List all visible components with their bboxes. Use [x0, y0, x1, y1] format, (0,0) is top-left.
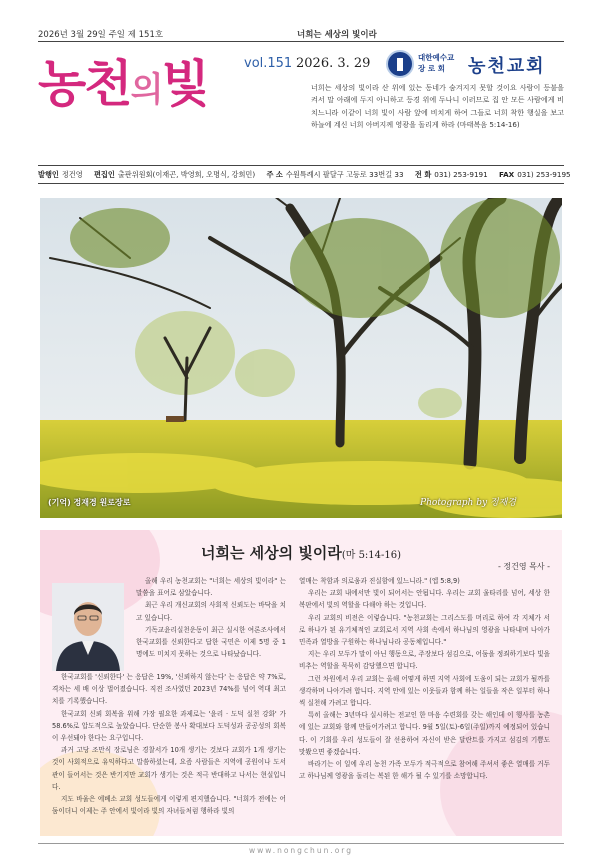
- paragraph: 최근 우리 개신교회의 사회적 신뢰도는 바닥을 치고 있습니다.: [136, 601, 286, 622]
- church-logo-icon: [386, 50, 414, 78]
- photo-caption: (기억) 정재경 원로장로: [48, 498, 131, 507]
- title-part-a: 농천: [38, 54, 131, 113]
- paragraph: 지도 바울은 에베소 교회 성도들에게 이렇게 편지했습니다. "너희가 전에는 어둠이더니 이제는 주 안에서 빛이라 빛의 자녀들처럼 행하라 빛의: [52, 795, 286, 816]
- pastor-photo-illustration: [52, 583, 124, 671]
- publisher: 정건영: [61, 170, 83, 179]
- article-title: [40, 542, 562, 563]
- header-rule: [38, 41, 564, 42]
- cover-photo: [40, 198, 562, 518]
- paragraph: 열매는 착함과 의로움과 진실함에 있느니라." (엡 5:8,9): [299, 577, 460, 585]
- paragraph: 특히 올해는 3년마다 실시하는 전교인 한 마음 수련회를 갖는 해인데 이 행사를 농촌에 있는 교회와 함께 만들어가려고 합니다. 9월 5일(토)-6일(주일)까지 예정되어 있습니다. 이 기회를 우리 성도들이 잘 선용하여 자신이 받은 달란트를 가지고 섬김의 기쁨도 맛봤으면 좋겠습니다.: [299, 711, 550, 756]
- pastor-portrait: [52, 583, 124, 671]
- article-title-text: 너희는 세상의 빛이라: [200, 544, 342, 562]
- newsletter-title: [38, 54, 208, 120]
- issue-slogan: 너희는 세상의 빛이라: [293, 28, 381, 42]
- paragraph: 지는 우리 모두가 말이 아닌 행동으로, 주장보다 섬김으로, 어둠을 정죄하기보다 빛을 비추는 역할을 묵묵히 감당했으면 합니다.: [299, 650, 550, 671]
- publisher-label: 발행인: [38, 170, 59, 179]
- church-brand: [386, 50, 566, 80]
- address: 수원특례시 팔달구 고등로 33번길 33: [285, 170, 404, 179]
- article-reference: (마 5:14-16): [341, 550, 402, 561]
- paragraph: 과거 고당 조만식 장로님은 경찰서가 10개 생기는 것보다 교회가 1개 생기는 것이 사회적으로 유익하다고 말씀하셨는데, 요즘 사람들은 지역에 공원이나 도서관이 들어서는 것은 반기지만 교회가 생기는 것은 적극 반대하고 나서는 현실입니다.: [52, 746, 286, 791]
- paragraph: 우리는 교회 내에서만 빛이 되어서는 안됩니다. 우리는 교회 울타리를 넘어, 세상 한복판에서 빛의 역할을 다해야 하는 것입니다.: [299, 589, 550, 610]
- theme-verse: 너희는 세상의 빛이라 산 위에 있는 동네가 숨겨지지 못할 것이요 사람이 등불을 켜서 말 아래에 두지 아니하고 등경 위에 두나니 이러므로 집 안 모든 사람에게 비치느니라 이같이 너희 빛이 사람 앞에 비치게 하여 그들로 너희 착한 행실을 보고 하늘에 계신 너희 아버지께 영광을 돌리게 하라 (마태복음 5:14-16): [311, 83, 564, 130]
- address-label: 주 소: [266, 170, 283, 179]
- article-column-1-bottom: [52, 671, 286, 817]
- article-author: - 정건영 목사 -: [497, 562, 550, 571]
- article-column-2: [299, 575, 550, 782]
- volume-number: vol.151: [244, 56, 293, 71]
- denomination-label: 대한예수교 장 로 회: [418, 53, 455, 73]
- masthead-rule: [38, 165, 564, 166]
- paragraph: 한국교회를 '신뢰한다' 는 응답은 19%, '신뢰하지 않는다' 는 응답은 약 7%로, 격차는 세 배 이상 벌어졌습니다. 직전 조사였던 2023년 74%를 넘어 역대 최고치를 기록했습니다.: [52, 673, 286, 706]
- issue-date-number: 2026년 3월 29일 주일 제 151호: [38, 30, 164, 40]
- fax: 031) 253-9195: [517, 170, 571, 179]
- paragraph: 바라기는 이 일에 우리 농천 가족 모두가 적극적으로 참여해 주셔서 좋은 열매를 거두고 하나님께 영광을 돌리는 복된 한 해가 될 수 있기를 소망합니다.: [299, 760, 550, 781]
- title-part-b: 의: [130, 70, 162, 110]
- paragraph: 한국교회 신뢰 회복을 위해 가장 필요한 과제로는 '윤리 · 도덕 실천 강화' 가 58.6%로 압도적으로 높았습니다. 단순한 봉사 확대보다 도덕성과 공공성의 회복이 우선돼야 한다는 요구입니다.: [52, 709, 286, 743]
- tree-field-illustration: [40, 198, 562, 518]
- article-column-1-top: [136, 575, 286, 660]
- editor-label: 편집인: [93, 170, 115, 179]
- publication-info: [38, 170, 571, 181]
- info-rule: [38, 183, 564, 184]
- sermon-article: [40, 530, 562, 836]
- fax-label: FAX: [498, 170, 515, 179]
- church-name: 농천교회: [468, 56, 546, 77]
- paragraph: 우리 교회의 비전은 이렇습니다. "농천교회는 그리스도를 머리로 하여 각 지체가 서로 하나가 된 유기체적인 교회로서 지역 사회 속에서 하나님의 영광을 나타내며 나아가 민족과 열방을 구원하는 하나님나라 공동체입니다.": [299, 613, 550, 647]
- photo-signature: Photograph by 정재경: [420, 498, 516, 508]
- paragraph: 그런 차원에서 우리 교회는 올해 어떻게 하면 지역 사회에 도움이 되는 교회가 될까를 생각하며 나아가려 합니다. 지역 안에 있는 이웃들과 함께 하는 일들을 작은 일부터 하나씩 실천해 가려고 합니다.: [299, 674, 550, 708]
- title-part-c: 빛: [161, 54, 208, 113]
- footer-website[interactable]: www.nongchun.org: [248, 846, 354, 855]
- issue-header: [38, 26, 564, 40]
- editor: 출판위원회(이재곤, 박영희, 오명식, 강희민): [117, 170, 256, 179]
- phone: 031) 253-9191: [434, 170, 488, 179]
- masthead: [38, 46, 564, 146]
- masthead-date: 2026. 3. 29: [296, 56, 371, 71]
- paragraph: 올해 우리 농천교회는 "너희는 세상의 빛이라" 는 말씀을 표어로 삼았습니다.: [136, 577, 286, 598]
- paragraph: 기독교윤리실천운동이 최근 실시한 여론조사에서 한국교회를 신뢰한다고 답한 국민은 이제 5명 중 1명에도 미치지 못하는 것으로 나타났습니다.: [136, 625, 286, 659]
- footer-rule: [38, 843, 564, 844]
- phone-label: 전 화: [414, 170, 432, 179]
